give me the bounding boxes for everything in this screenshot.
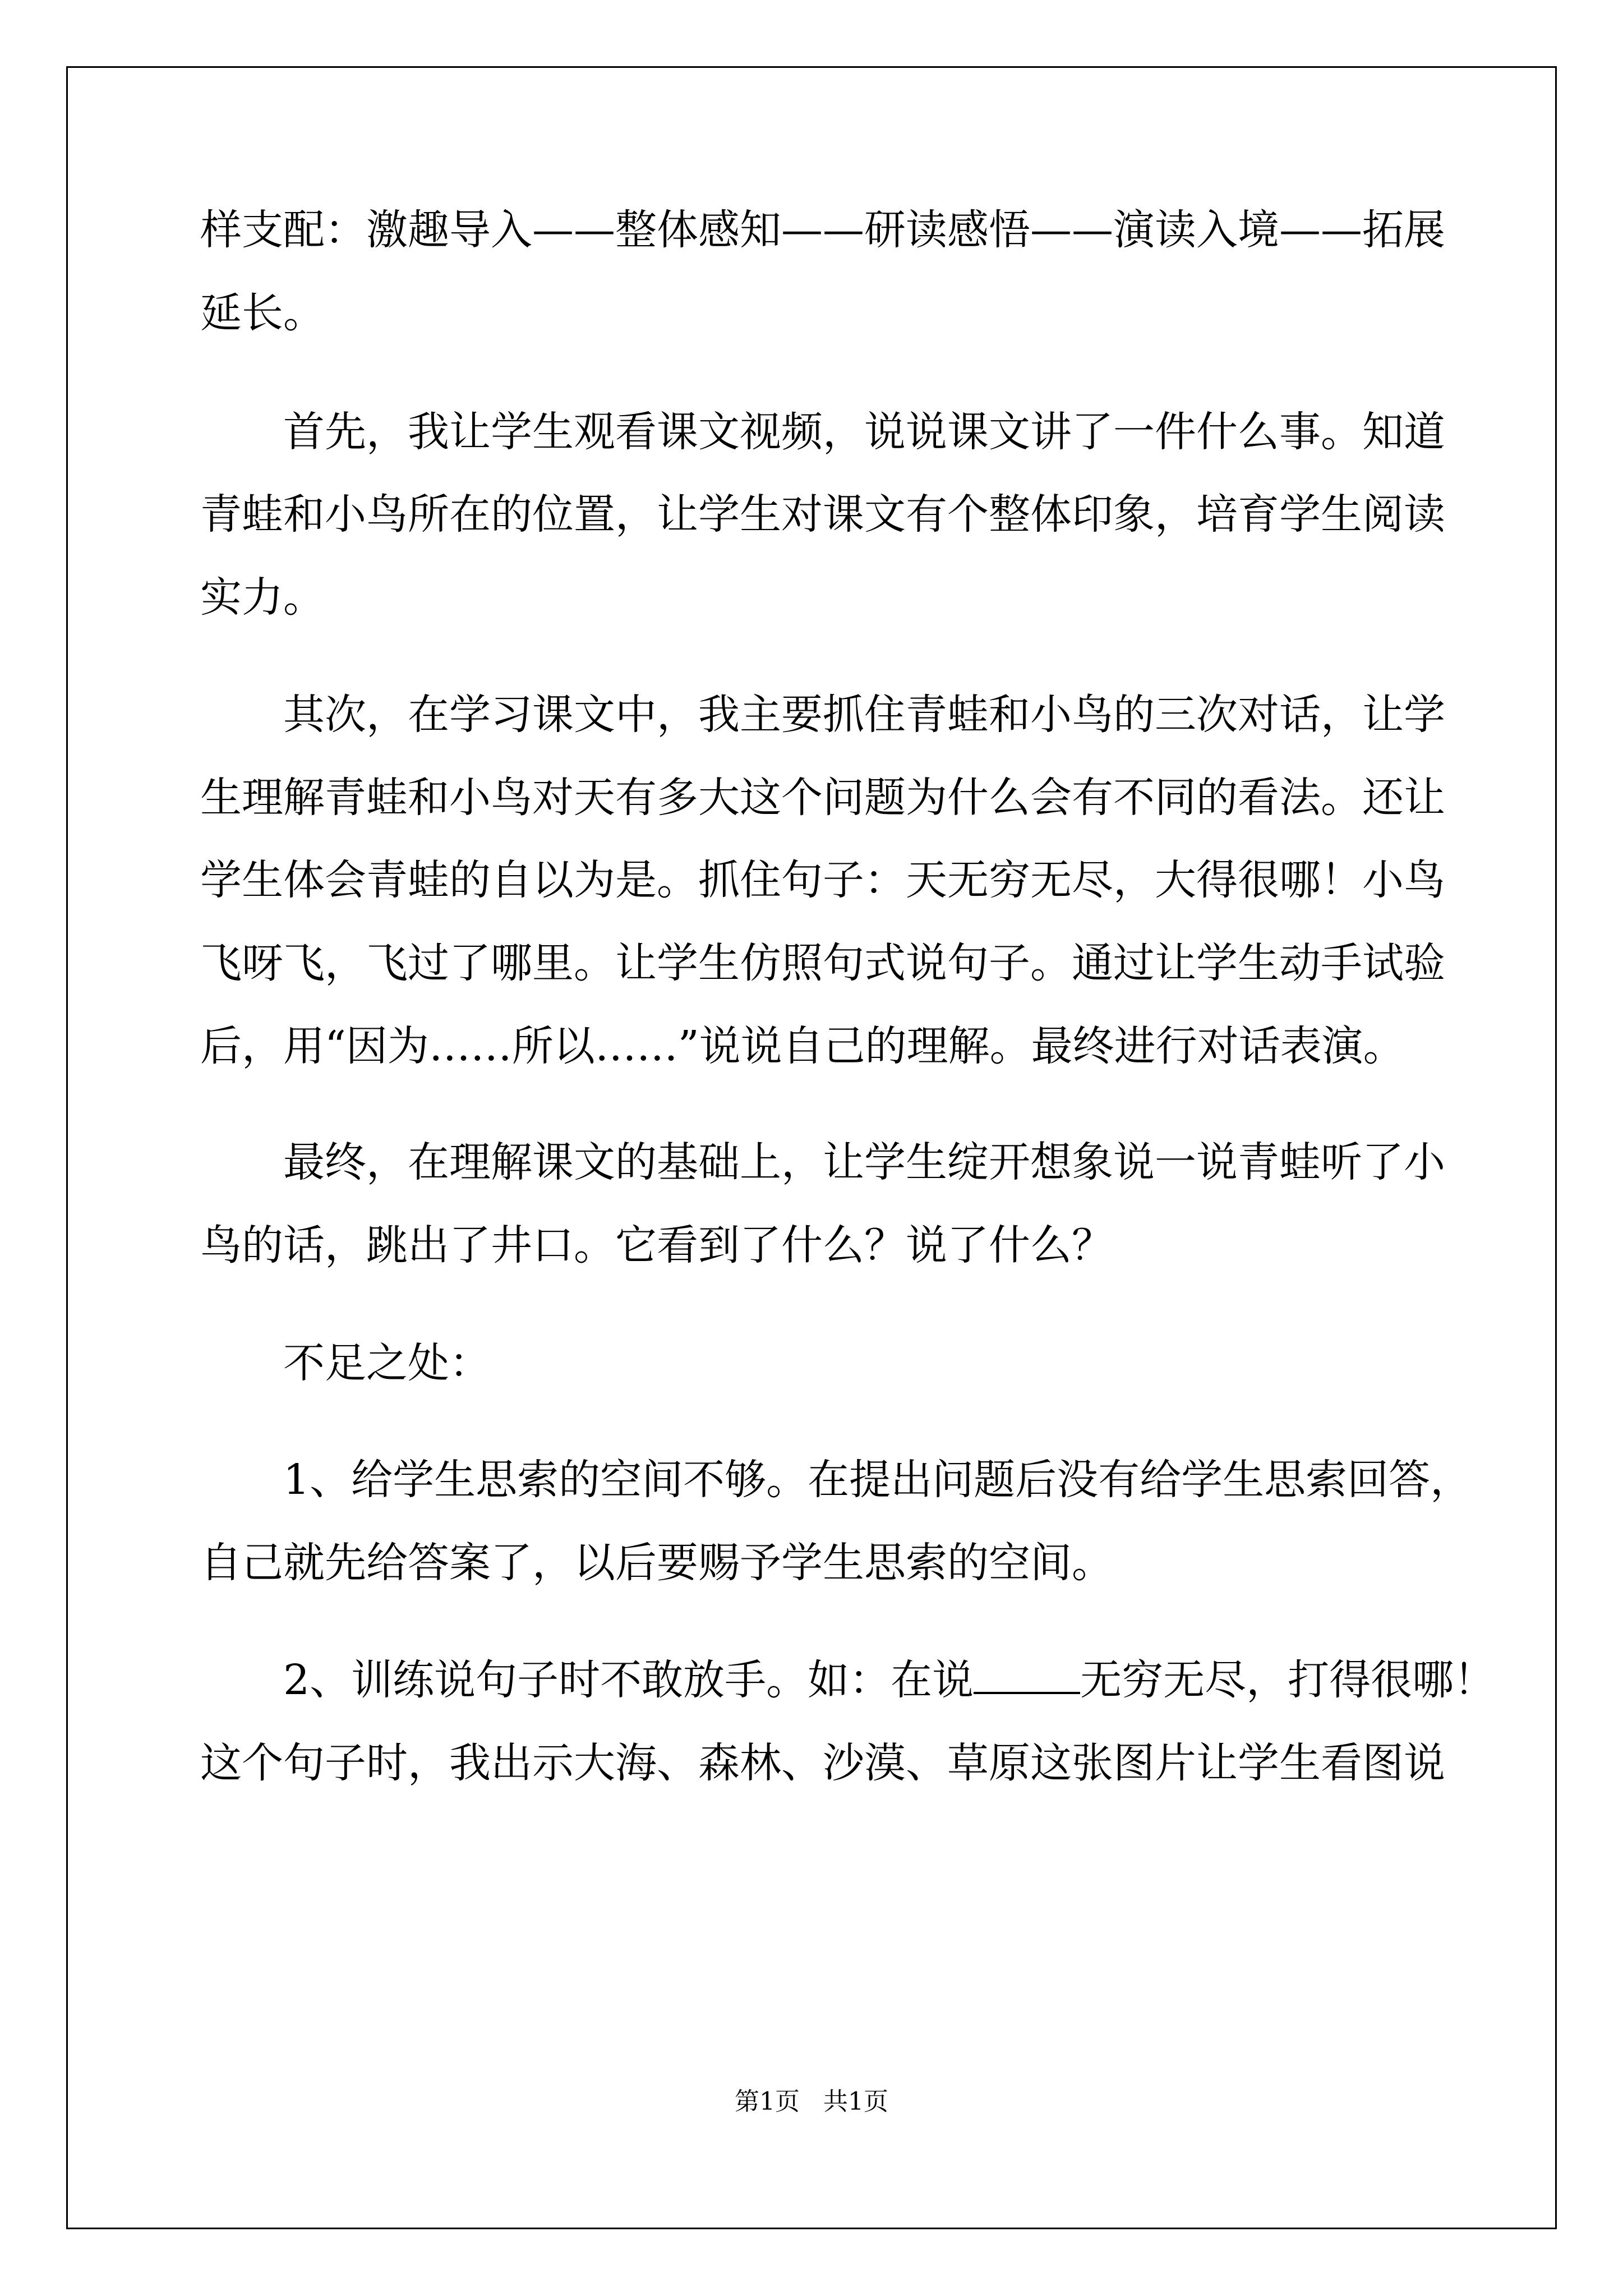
text-line: 样支配：激趣导入——整体感知——研读感悟——演读入境——拓展 xyxy=(200,206,1445,254)
paragraph-first-line: 其次，在学习课文中，我主要抓住青蛙和小鸟的三次对话，让学 xyxy=(283,691,1445,739)
section-heading: 不足之处： xyxy=(283,1339,491,1387)
paragraph-first-line-with-blank xyxy=(200,1652,1496,1708)
fill-in-blank xyxy=(974,1657,1080,1694)
text-line: 实力。 xyxy=(200,573,325,622)
text-line: 自己就先给答案了，以后要赐予学生思索的空间。 xyxy=(200,1539,1113,1587)
text-line: 青蛙和小鸟所在的位置，让学生对课文有个整体印象，培育学生阅读 xyxy=(200,490,1445,539)
text-line: 飞呀飞，飞过了哪里。让学生仿照句式说句子。通过让学生动手试验 xyxy=(200,939,1445,987)
text-line: 鸟的话，跳出了井口。它看到了什么？说了什么？ xyxy=(200,1221,1113,1269)
text-after-blank: 无穷无尽，打得很哪！ xyxy=(1080,1656,1496,1704)
text-line: 生理解青蛙和小鸟对天有多大这个问题为什么会有不同的看法。还让 xyxy=(200,774,1445,822)
page-footer: 第1页 共1页 xyxy=(735,2087,888,2116)
paragraph-first-line: 1、给学生思索的空间不够。在提出问题后没有给学生思索回答， xyxy=(283,1456,1472,1504)
paragraph-first-line: 首先，我让学生观看课文视频，说说课文讲了一件什么事。知道 xyxy=(283,408,1445,456)
text-before-blank: 2、训练说句子时不敢放手。如：在说 xyxy=(283,1656,974,1704)
text-line: 这个句子时，我出示大海、森林、沙漠、草原这张图片让学生看图说 xyxy=(200,1739,1445,1787)
text-line: 后，用“因为……所以……”说说自己的理解。最终进行对话表演。 xyxy=(200,1022,1405,1070)
paragraph-first-line: 最终，在理解课文的基础上，让学生绽开想象说一说青蛙听了小 xyxy=(283,1138,1445,1186)
text-line: 学生体会青蛙的自以为是。抓住句子：天无穷无尽，大得很哪！小鸟 xyxy=(200,856,1445,904)
text-line: 延长。 xyxy=(200,289,325,337)
